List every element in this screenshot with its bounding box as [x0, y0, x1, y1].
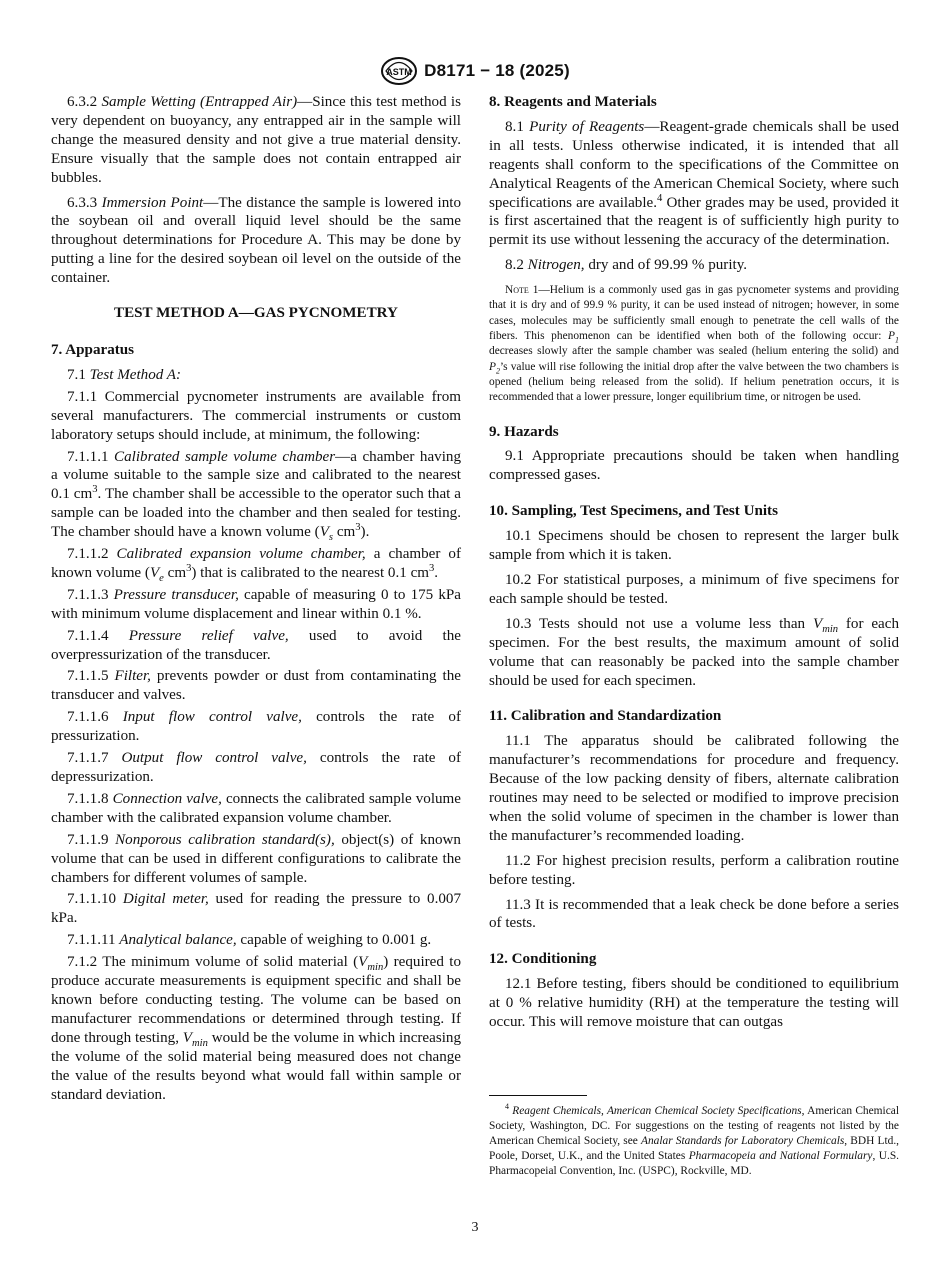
section-7-1-1-8: 7.1.1.8 Connection valve, connects the calibrated sample volume chamber with the calibrated expansion volume chamber.	[51, 790, 461, 826]
section-8-2: 8.2 Nitrogen, dry and of 99.99 % purity.	[505, 257, 748, 274]
footnote-4: $^4$ Reagent Chemicals, American Chemical Society Specifications, American Chemical Society, Washington, DC. For suggestions on the testing of reagents not listed by the American Chemical Society, see Analar Standards for Laboratory Chemicals, BDH Ltd., Poole, Dorset, U.K., and the United States Pharmacopeia and National Formulary, U.S. Pharmacopeial Convention, Inc. (USPC), Rockville, MD.	[489, 1102, 900, 1177]
astm-logo-icon	[380, 56, 418, 86]
section-10-3: 10.3 Tests should not use a volume less than $V_{min}$ for each specimen. For the best results, the maximum amount of solid volume that can reasonably be packed into the sample chamber should be used for each specimen.	[489, 615, 899, 689]
section-7-1-1-9: 7.1.1.9 Nonporous calibration standard(s), object(s) of known volume that can be used in different configurations to calibrate the chambers for different volumes of sample.	[51, 831, 461, 886]
section-11-2: 11.2 For highest precision results, perform a calibration routine before testing.	[489, 852, 899, 888]
section-9-1: 9.1 Appropriate precautions should be taken when handling compressed gases.	[489, 448, 899, 484]
right-column	[489, 93, 899, 1035]
section-10-heading: 10. Sampling, Test Specimens, and Test Units	[489, 503, 778, 520]
section-6-3-2: 6.3.2 Sample Wetting (Entrapped Air)—Since this test method is very dependent on buoyancy, any entrapped air in the sample will change the measured density and not give a true material density. Ensure visually that the sample does not contain entrapped air bubbles.	[51, 94, 461, 186]
note-1: Note 1—Helium is a commonly used gas in gas pycnometer systems and providing that it is dry and of 99.9 % purity, it can be used instead of nitrogen; however, in some cases, molecules may be sufficiently small enough to penetrate the cell walls of the fibers. This phenomenon can be identified when both of the following occur: $P_1$ decreases slowly after the sample chamber was sealed (helium entering the solid) and $P_2’s$ value will rise following the initial drop after the valve between the two chambers is opened (helium being released from the solid). If helium penetration occurs, it is recommended that a lower pressure, longer equilibrium time, or nitrogen be used.	[489, 284, 899, 404]
section-11-3: 11.3 It is recommended that a leak check be done before a series of tests.	[489, 896, 899, 932]
svg-text:ASTM: ASTM	[386, 67, 412, 77]
section-11-heading: 11. Calibration and Standardization	[489, 708, 722, 725]
page-header	[0, 56, 950, 86]
page-number: 3	[471, 1220, 479, 1235]
test-method-heading: TEST METHOD A—GAS PYCNOMETRY	[114, 305, 398, 322]
section-6-3-3: 6.3.3 Immersion Point—The distance the sample is lowered into the soybean oil and overall liquid level should be the same throughout determinations for Procedure A. This may be done by putting a line for the desired soybean oil level on the outside of the container.	[51, 194, 461, 287]
section-12-heading: 12. Conditioning	[489, 951, 597, 968]
section-8-heading: 8. Reagents and Materials	[489, 94, 657, 110]
section-8-1: 8.1 Purity of Reagents—Reagent-grade chemicals shall be used in all tests. Unless otherwise indicated, it is intended that all reagents shall conform to the specifications of the Committee on Analytical Reagents of the American Chemical Society, where such specifications are available.$^4$ Other grades may be used, provided it is first ascertained that the reagent is of sufficiently high purity to permit its use without lessening the accuracy of the determination.	[489, 118, 900, 249]
section-7-1-1-11: 7.1.1.11 Analytical balance, capable of weighing to 0.001 g.	[67, 932, 432, 949]
section-7-1-1-10: 7.1.1.10 Digital meter, used for reading the pressure to 0.007 kPa.	[51, 891, 461, 927]
section-7-1-1-4: 7.1.1.4 Pressure relief valve, used to avoid the overpressurization of the transducer.	[51, 627, 461, 663]
section-11-1: 11.1 The apparatus should be calibrated following the manufacturer’s recommendations for procedure and frequency. Because of the low packing density of fibers, alternate calibration routines may need to be selected or modified to improve precision when the solid volume of specimen in the chamber is lower than the manufacturer’s recommended loading.	[489, 733, 899, 844]
section-7-1-2: 7.1.2 The minimum volume of solid material $(V_{min})$ required to produce accurate measurements is equipment specific and shall be known before conducting testing. The volume can be based on manufacturer recommendations or determined through testing. If done through testing, $V_{min}$ would be the volume in which increasing the volume of the solid material being measured does not change the value of the results beyond what would fall within sample or standard deviation.	[51, 954, 461, 1103]
section-7-1: 7.1 Test Method A:	[67, 366, 182, 383]
section-7-1-1-5: 7.1.1.5 Filter, prevents powder or dust from contaminating the transducer and valves.	[51, 668, 461, 704]
section-7-1-1: 7.1.1 Commercial pycnometer instruments are available from several manufacturers. The commercial instruments or custom laboratory setups should include, at minimum, the following:	[51, 388, 461, 443]
footnote-divider	[489, 1095, 587, 1096]
section-12-1: 12.1 Before testing, fibers should be conditioned to equilibrium at 0 % relative humidity (RH) at the temperature the testing will occur. This will remove moisture that can outgas	[489, 976, 899, 1031]
section-7-1-1-1: 7.1.1.1 Calibrated sample volume chamber—a chamber having a volume suitable to the sample size and calibrated to the nearest 0.1 $cm^3$. The chamber shall be accessible to the operator such that a sample can be loaded into the chamber and then sealed for testing. The chamber should have a known volume ($V_s$ $cm^3$).	[51, 448, 461, 544]
document-id: D8171 − 18 (2025)	[424, 61, 570, 80]
section-7-1-1-7: 7.1.1.7 Output flow control valve, controls the rate of depressurization.	[51, 750, 461, 785]
section-7-1-1-6: 7.1.1.6 Input flow control valve, controls the rate of pressurization.	[51, 709, 461, 745]
section-7-heading: 7. Apparatus	[51, 341, 135, 358]
section-10-1: 10.1 Specimens should be chosen to represent the larger bulk sample from which it is taken.	[489, 528, 899, 564]
section-7-1-1-2: 7.1.1.2 Calibrated expansion volume chamber, a chamber of known volume ($V_e$ $cm^3$) that is calibrated to the nearest 0.1 $cm^3$.	[51, 546, 461, 584]
left-column	[51, 93, 461, 1107]
section-9-heading: 9. Hazards	[489, 423, 559, 440]
section-7-1-1-3: 7.1.1.3 Pressure transducer, capable of measuring 0 to 175 kPa with minimum volume displacement and linear within 0.1 %.	[51, 586, 462, 622]
section-10-2: 10.2 For statistical purposes, a minimum of five specimens for each sample should be tested.	[489, 571, 899, 607]
